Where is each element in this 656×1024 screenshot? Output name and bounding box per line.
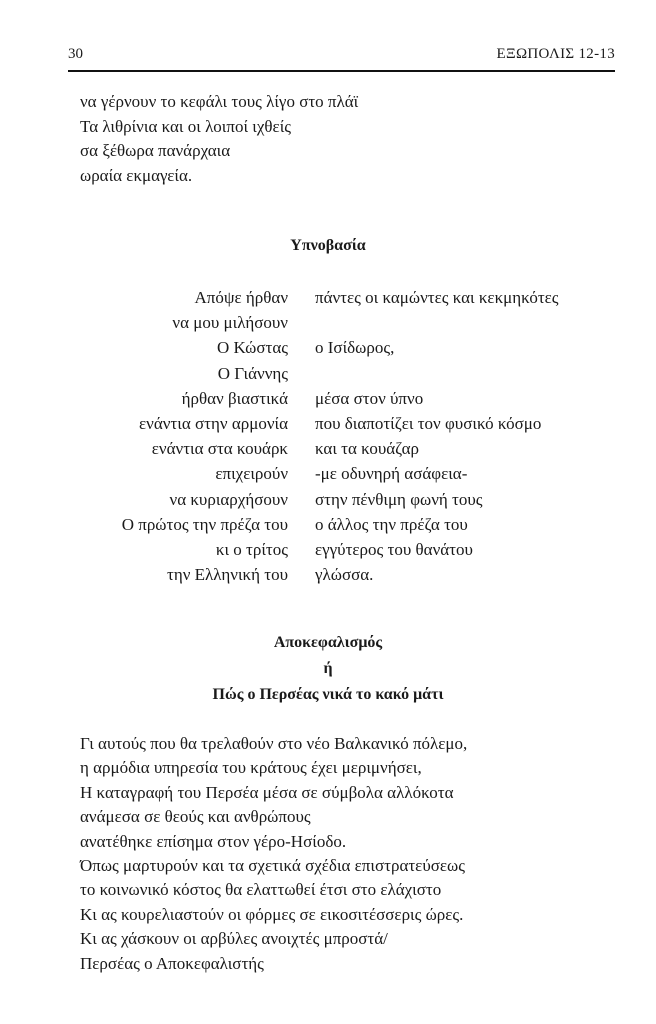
verse-left: Απόψε ήρθαν (194, 288, 288, 307)
running-head: ΕΞΩΠΟΛΙΣ 12-13 (496, 46, 615, 62)
verse-line: σα ξέθωρα πανάρχαια (80, 141, 231, 161)
verse-line: Η καταγραφή του Περσέα μέσα σε σύμβολα αλλόκοτα (80, 782, 454, 802)
verse-line: Όπως μαρτυρούν και τα σχετικά σχέδια επιστρατεύσεως (80, 856, 465, 876)
verse-line: η αρμόδια υπηρεσία του κράτους έχει μεριμνήσει, (80, 758, 422, 778)
verse-right: ο άλλος την πρέζα του (315, 514, 468, 534)
poem-title: Υπνοβασία (290, 237, 366, 254)
verse-line: Κι ας χάσκουν οι αρβύλες ανοιχτές μπροστά/ (80, 929, 388, 949)
verse-row (60, 335, 559, 360)
verse-row (60, 310, 559, 335)
verse-left: ενάντια στην αρμονία (139, 413, 288, 433)
verse-right: γλώσσα. (315, 565, 374, 585)
verse-line: Τα λιθρίνια και οι λοιποί ιχθείς (80, 116, 291, 136)
verse-right: στην πένθιμη φωνή τους (315, 489, 483, 509)
verse-left: να μου μιλήσουν (172, 313, 288, 333)
verse-line: Περσέας ο Αποκεφαλιστής (80, 953, 264, 973)
poem-subtitle: Πώς ο Περσέας νικά το κακό μάτι (212, 686, 444, 703)
verse-right: μέσα στον ύπνο (315, 388, 424, 408)
verse-line: ανάμεσα σε θεούς και ανθρώπους (80, 807, 311, 827)
verse-left: Ο Γιάννης (217, 363, 288, 383)
verse-left: να κυριαρχήσουν (169, 489, 288, 509)
verse-row (60, 537, 559, 562)
verse-right: ο Ισίδωρος, (315, 338, 395, 358)
verse-line: ωραία εκμαγεία. (80, 166, 193, 186)
verse-left: Ο Κώστας (217, 338, 288, 358)
verse-row (60, 436, 559, 461)
verse-left: ήρθαν βιαστικά (181, 388, 288, 408)
title-conjunction: ή (323, 660, 333, 677)
verse-left: ενάντια στα κουάρκ (151, 439, 288, 459)
verse-right (288, 361, 315, 386)
verse-row (60, 562, 559, 587)
poem-title: Αποκεφαλισμός (273, 634, 383, 651)
verse-row (60, 487, 559, 512)
verse-row (60, 512, 559, 537)
verse-line: να γέρνουν το κεφάλι τους λίγο στο πλάϊ (80, 92, 359, 111)
verse-line: Γι αυτούς που θα τρελαθούν στο νέο Βαλκανικό πόλεμο, (80, 734, 468, 753)
verse-right: εγγύτερος του θανάτου (315, 539, 473, 559)
verse-row (60, 285, 559, 310)
verse-right (288, 310, 315, 335)
verse-row (60, 461, 559, 486)
verse-line: ανατέθηκε επίσημα στον γέρο-Ησίοδο. (80, 831, 347, 851)
verse-right: και τα κουάζαρ (315, 439, 419, 459)
verse-line: το κοινωνικό κόστος θα ελαττωθεί έτσι στο ελάχιστο (80, 880, 442, 900)
verse-row (60, 361, 559, 386)
verse-right: πάντες οι καμώντες και κεκμηκότες (315, 288, 559, 307)
verse-left: την Ελληνική του (167, 565, 288, 585)
verse-left: κι ο τρίτος (215, 539, 288, 559)
poem-body (80, 732, 467, 976)
verse-right: που διαποτίζει τον φυσικό κόσμο (315, 413, 542, 433)
verse-row (60, 386, 559, 411)
verse-left: Ο πρώτος την πρέζα του (121, 514, 288, 534)
verse-right: -με οδυνηρή ασάφεια- (315, 464, 468, 484)
verse-line: Κι ας κουρελιαστούν οι φόρμες σε εικοσιτέσσερις ώρες. (80, 904, 464, 924)
verse-left: επιχειρούν (215, 464, 288, 484)
verse-row (60, 411, 559, 436)
opening-stanza (80, 90, 358, 189)
page-number: 30 (68, 46, 83, 62)
page-header (68, 40, 615, 72)
poem-two-column (60, 285, 559, 587)
poem-title-block (0, 630, 656, 708)
